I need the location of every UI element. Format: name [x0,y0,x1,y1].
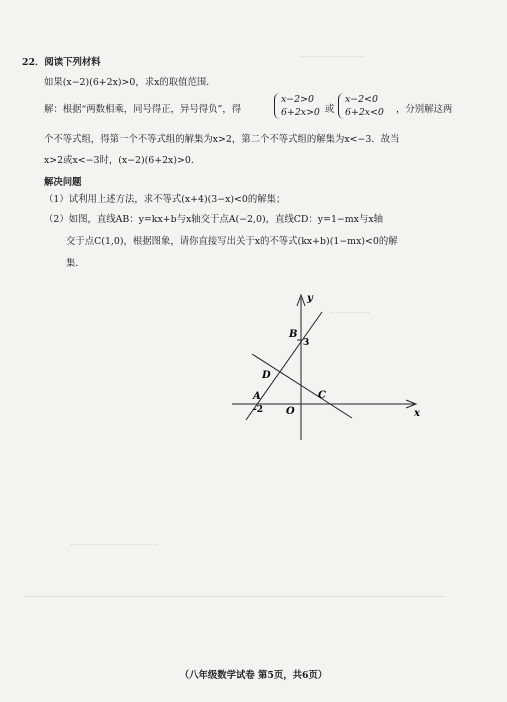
question-2-line-1: （2）如图，直线AB：y=kx+b与x轴交于点A(−2,0)，直线CD：y=1−mx与x轴 [44,214,383,225]
bleed-through: ⋯⋯⋯⋯⋯ [330,308,370,317]
line-CD [252,354,352,418]
given-condition: 如果(x−2)(6+2x)>0，求x的取值范围． [44,77,216,88]
question-2-line-2: 交于点C(1,0)，根据图象，请你直接写出关于x的不等式(kx+b)(1−mx)<0的解 [66,236,398,247]
axis-label-x: x [414,408,420,419]
bleed-through: ⋯⋯⋯⋯⋯⋯⋯⋯⋯⋯⋯ [70,540,158,549]
page-footer: （八年级数学试卷 第5页，共6页） [179,670,328,681]
axis-label-y: y [307,293,313,304]
solution-continued: ，分别解这两 [396,104,453,115]
bleed-through: ⋯⋯⋯⋯⋯⋯⋯⋯ [300,52,364,61]
point-B-label: B [289,329,298,340]
task-heading: 解决问题 [44,177,82,188]
solution-intro: 解：根据“两数相乘，同号得正，异号得负”，得 [44,104,242,115]
tick-label-3: 3 [303,338,310,348]
solution-line-2: 个不等式组，得第一个不等式组的解集为x>2，第二个不等式组的解集为x<−3．故当 [44,134,400,145]
system1-row-2: 6+2x>0 [281,107,320,118]
solution-line-3: x>2或x<−3时，(x−2)(6+2x)>0． [44,155,201,166]
tick-label-neg2: -2 [253,405,263,415]
problem-title: 22．阅读下列材料 [22,57,101,68]
system1-row-1: x−2>0 [281,94,314,105]
point-A-label: A [253,391,261,402]
point-C-label: C [318,390,326,401]
point-D-label: D [262,370,271,381]
origin-label: O [286,406,295,417]
system2-row-1: x−2<0 [345,94,378,105]
or-word: 或 [325,104,335,115]
system2-row-2: 6+2x<0 [345,107,384,118]
question-2-line-3: 集． [66,258,85,269]
question-1: （1）试利用上述方法，求不等式(x+4)(3−x)<0的解集； [44,194,286,205]
y-axis [297,295,305,440]
